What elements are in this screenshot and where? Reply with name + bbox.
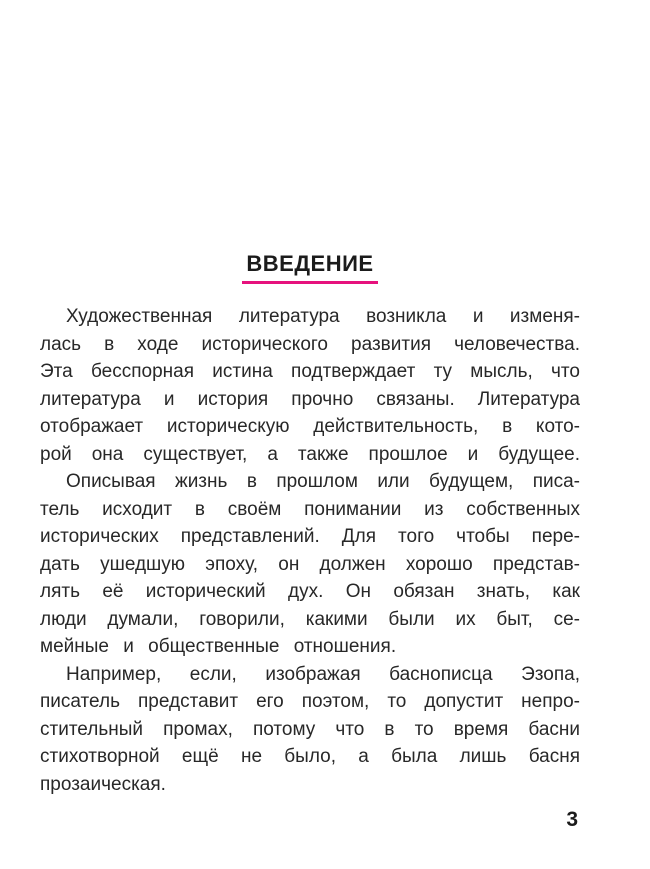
text-line: лять её исторический дух. Он обязан знать, как <box>40 581 580 602</box>
body-text <box>40 303 580 798</box>
text-line: мейные и общественные отношения. <box>40 636 397 657</box>
text-line: Эта бесспорная истина подтверждает ту мысль, что <box>40 361 580 382</box>
text-line: отображает историческую действительность, в кото- <box>40 416 580 437</box>
text-line: стихотворной ещё не было, а была лишь басня <box>40 746 580 767</box>
text-line: литература и история прочно связаны. Литература <box>40 388 580 410</box>
text-line: Художественная литература возникла и изменя- <box>66 306 580 327</box>
section-title-wrap <box>40 0 580 284</box>
text-line: Например, если, изображая баснописца Эзопа, <box>66 663 580 685</box>
page-number: 3 <box>566 808 578 831</box>
text-line: писатель представит его поэтом, то допустит непро- <box>40 691 580 712</box>
section-title: ВВЕДЕНИЕ <box>242 251 377 284</box>
paragraph <box>40 468 580 661</box>
text-line: лась в ходе исторического развития человечества. <box>40 333 580 355</box>
text-line: люди думали, говорили, какими были их быт, се- <box>40 608 580 630</box>
page-content <box>40 0 580 832</box>
paragraph <box>40 661 580 799</box>
text-line: рой она существует, а также прошлое и будущее. <box>40 443 580 465</box>
text-line: исторических представлений. Для того чтобы пере- <box>40 526 580 547</box>
text-line: стительный промах, потому что в то время басни <box>40 718 580 740</box>
paragraph <box>40 303 580 468</box>
text-line: дать ушедшую эпоху, он должен хорошо представ- <box>40 553 580 575</box>
text-line: прозаическая. <box>40 773 166 795</box>
text-line: тель исходит в своём понимании из собственных <box>40 498 580 520</box>
text-line: Описывая жизнь в прошлом или будущем, писа- <box>66 471 580 492</box>
